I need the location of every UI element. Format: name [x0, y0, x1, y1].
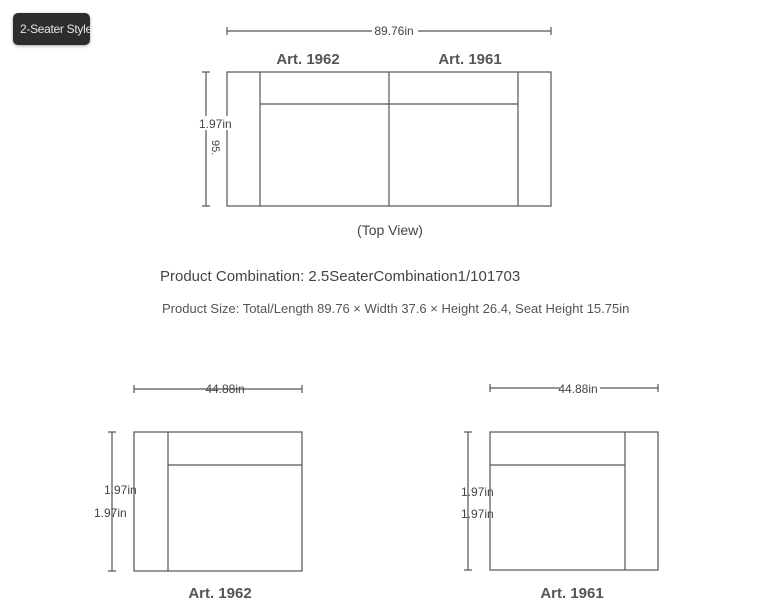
style-badge[interactable]: 2-Seater Style — [13, 13, 90, 45]
left-module-outline — [134, 432, 302, 571]
top-depth-label: 1.97in — [199, 117, 232, 131]
top-depth-label-rotated: 95. — [209, 140, 221, 156]
right-module-outline — [490, 432, 658, 570]
left-module-name: Art. 1962 — [188, 585, 252, 602]
left-depth-label-2: 1.97in — [94, 506, 127, 520]
top-left-module-label: Art. 1962 — [276, 51, 340, 68]
product-combination: Product Combination: 2.5SeaterCombination1/101703 — [160, 268, 521, 285]
top-right-module-label: Art. 1961 — [438, 51, 502, 68]
right-depth-label-2: 1.97in — [461, 507, 494, 521]
left-width-label: 44.88in — [205, 382, 245, 396]
top-width-label: 89.76in — [374, 24, 414, 38]
right-depth-label-1: 1.97in — [461, 485, 494, 499]
left-depth-label-1: 1.97in — [104, 483, 137, 497]
right-module-name: Art. 1961 — [540, 585, 604, 602]
product-size: Product Size: Total/Length 89.76 × Width 37.6 × Height 26.4, Seat Height 15.75in — [162, 301, 630, 316]
right-width-label: 44.88in — [558, 382, 598, 396]
top-view-caption: (Top View) — [357, 222, 423, 238]
